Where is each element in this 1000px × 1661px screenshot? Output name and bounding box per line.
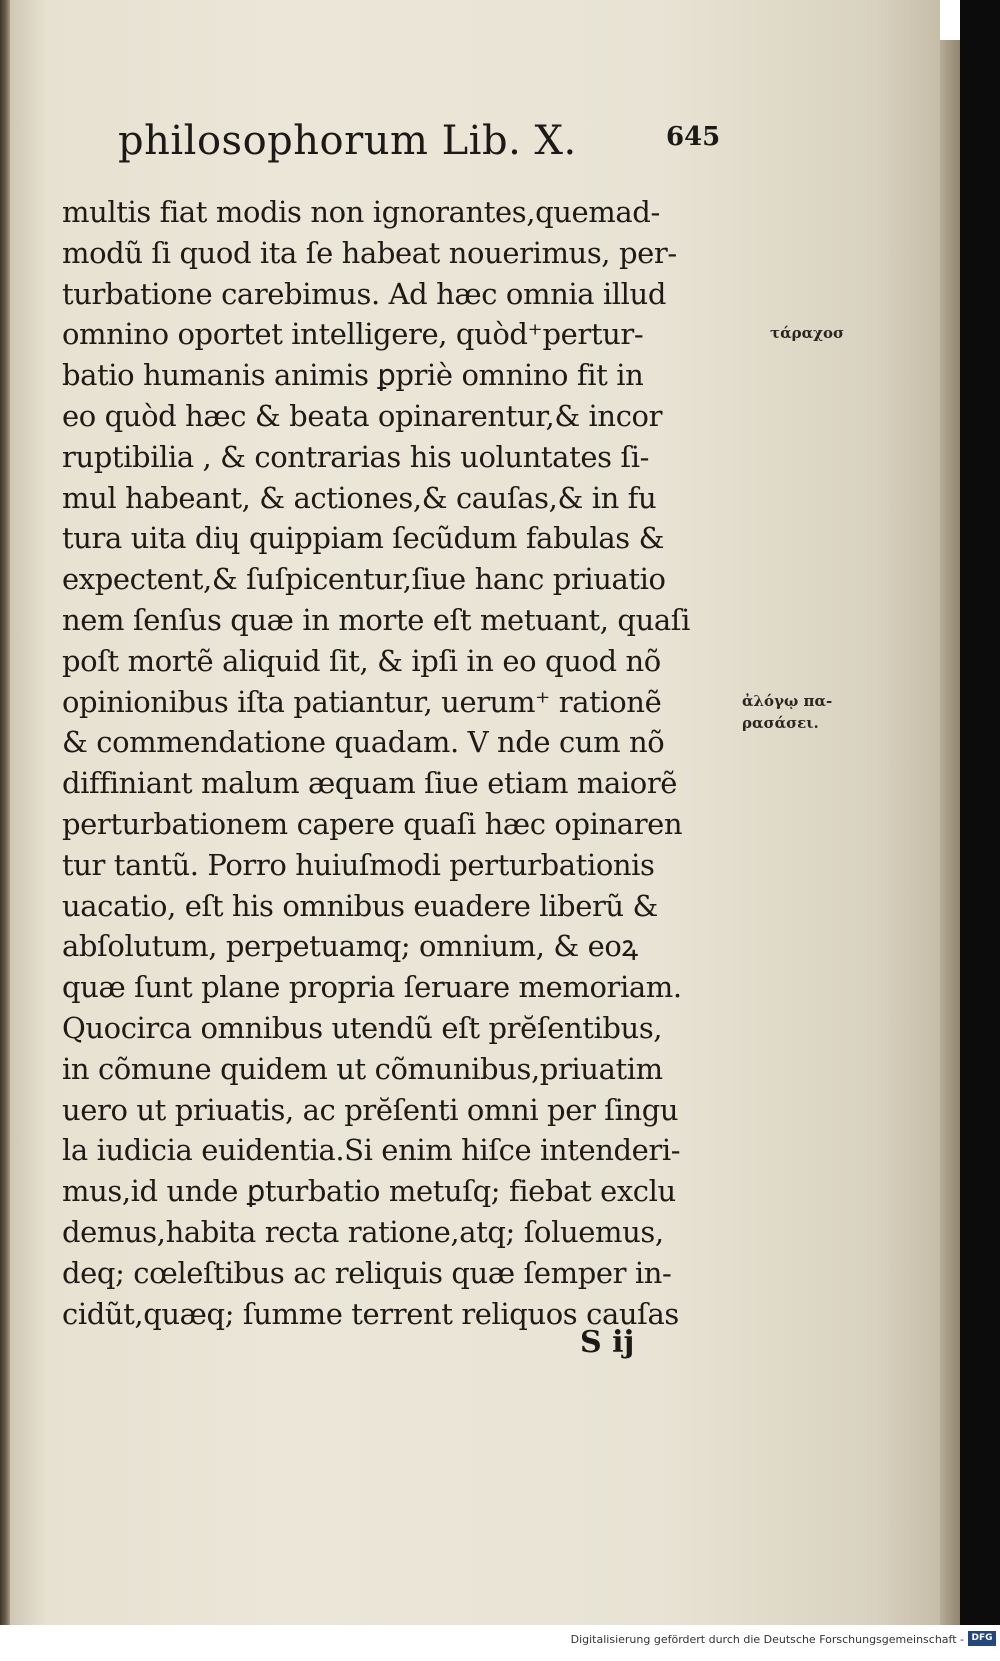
footer (0, 1625, 1000, 1661)
text-line: la iudicia euidentia.Si enim hiſce intenderi- (62, 1133, 681, 1168)
body-text (62, 192, 750, 1334)
text-line: cidũt,quæq; ſumme terrent reliquos cauſas (62, 1296, 679, 1331)
text-line: ruptibilia , & contrarias his uoluntates ſi- (62, 439, 649, 474)
text-line: quæ ſunt plane propria ſeruare memoriam. (62, 970, 682, 1005)
text-line: batio humanis animis ꝑpriè omnino fit in (62, 358, 644, 393)
text-line: tura uita diɥ quippiam ſecũdum fabulas & (62, 521, 664, 556)
scan-dark-border (960, 0, 1000, 1625)
dfg-logo: DFG (968, 1631, 996, 1646)
text-line: poſt mortẽ aliquid ſit, & ipſi in eo quod nõ (62, 643, 661, 678)
text-line: turbatione carebimus. Ad hæc omnia illud (62, 276, 666, 311)
marginal-note-1-text: τάραχοσ (770, 324, 845, 342)
text-line: nem ſenſus quæ in morte eſt metuant, quaſi (62, 602, 690, 637)
text-line: uacatio, eſt his omnibus euadere liberũ & (62, 888, 658, 923)
text-line: omnino oportet intelligere, quòd⁺pertur- (62, 317, 644, 352)
text-line: mus,id unde ꝑturbatio metuſq; fiebat exclu (62, 1174, 676, 1209)
text-line: uero ut priuatis, ac prĕſenti omni per ſingu (62, 1092, 679, 1127)
text-line: abſolutum, perpetuamq; omnium, & eoꝝ (62, 929, 638, 964)
text-line: expectent,& ſuſpicentur,ſiue hanc priuatio (62, 562, 666, 597)
text-line: diffiniant malum æquam ſiue etiam maiorẽ (62, 766, 678, 801)
scan-left-edge (0, 0, 10, 1625)
text-line: modũ ſi quod ita ſe habeat nouerimus, per- (62, 235, 677, 270)
marginal-note-2-line-2: ρασάσει. (742, 714, 819, 732)
marginal-note-2 (742, 690, 832, 734)
text-line: Quocirca omnibus utendũ eſt prĕſentibus, (62, 1010, 663, 1045)
marginal-note-1 (770, 322, 844, 344)
running-title: philosophorum Lib. X. (118, 118, 577, 164)
text-line: perturbationem capere quaſi hæc opinaren (62, 806, 683, 841)
running-head (118, 118, 738, 178)
text-line: deq; cœleſtibus ac reliquis quæ ſemper in- (62, 1255, 672, 1290)
signature-mark: S ij (580, 1325, 635, 1360)
text-line: multis fiat modis non ignorantes,quemad- (62, 195, 660, 229)
text-line: mul habeant, & actiones,& cauſas,& in fu (62, 480, 657, 515)
text-line: tur tantũ. Porro huiuſmodi perturbationis (62, 847, 655, 882)
marginal-note-2-line-1: ἀλόγῳ πα- (742, 692, 833, 710)
text-line: eo quòd hæc & beata opinarentur,& incor (62, 398, 663, 433)
text-line: opinionibus iſta patiantur, uerum⁺ rationẽ (62, 684, 662, 719)
text-line: & commendatione quadam. V nde cum nõ (62, 725, 665, 760)
page-right-edge (940, 40, 960, 1625)
text-line: demus,habita recta ratione,atq; ſoluemus, (62, 1214, 664, 1249)
digitization-credit: Digitalisierung gefördert durch die Deutsche Forschungsgemeinschaft - (570, 1633, 964, 1646)
text-line: in cõmune quidem ut cõmunibus,priuatim (62, 1051, 663, 1086)
page-number: 645 (666, 122, 721, 152)
